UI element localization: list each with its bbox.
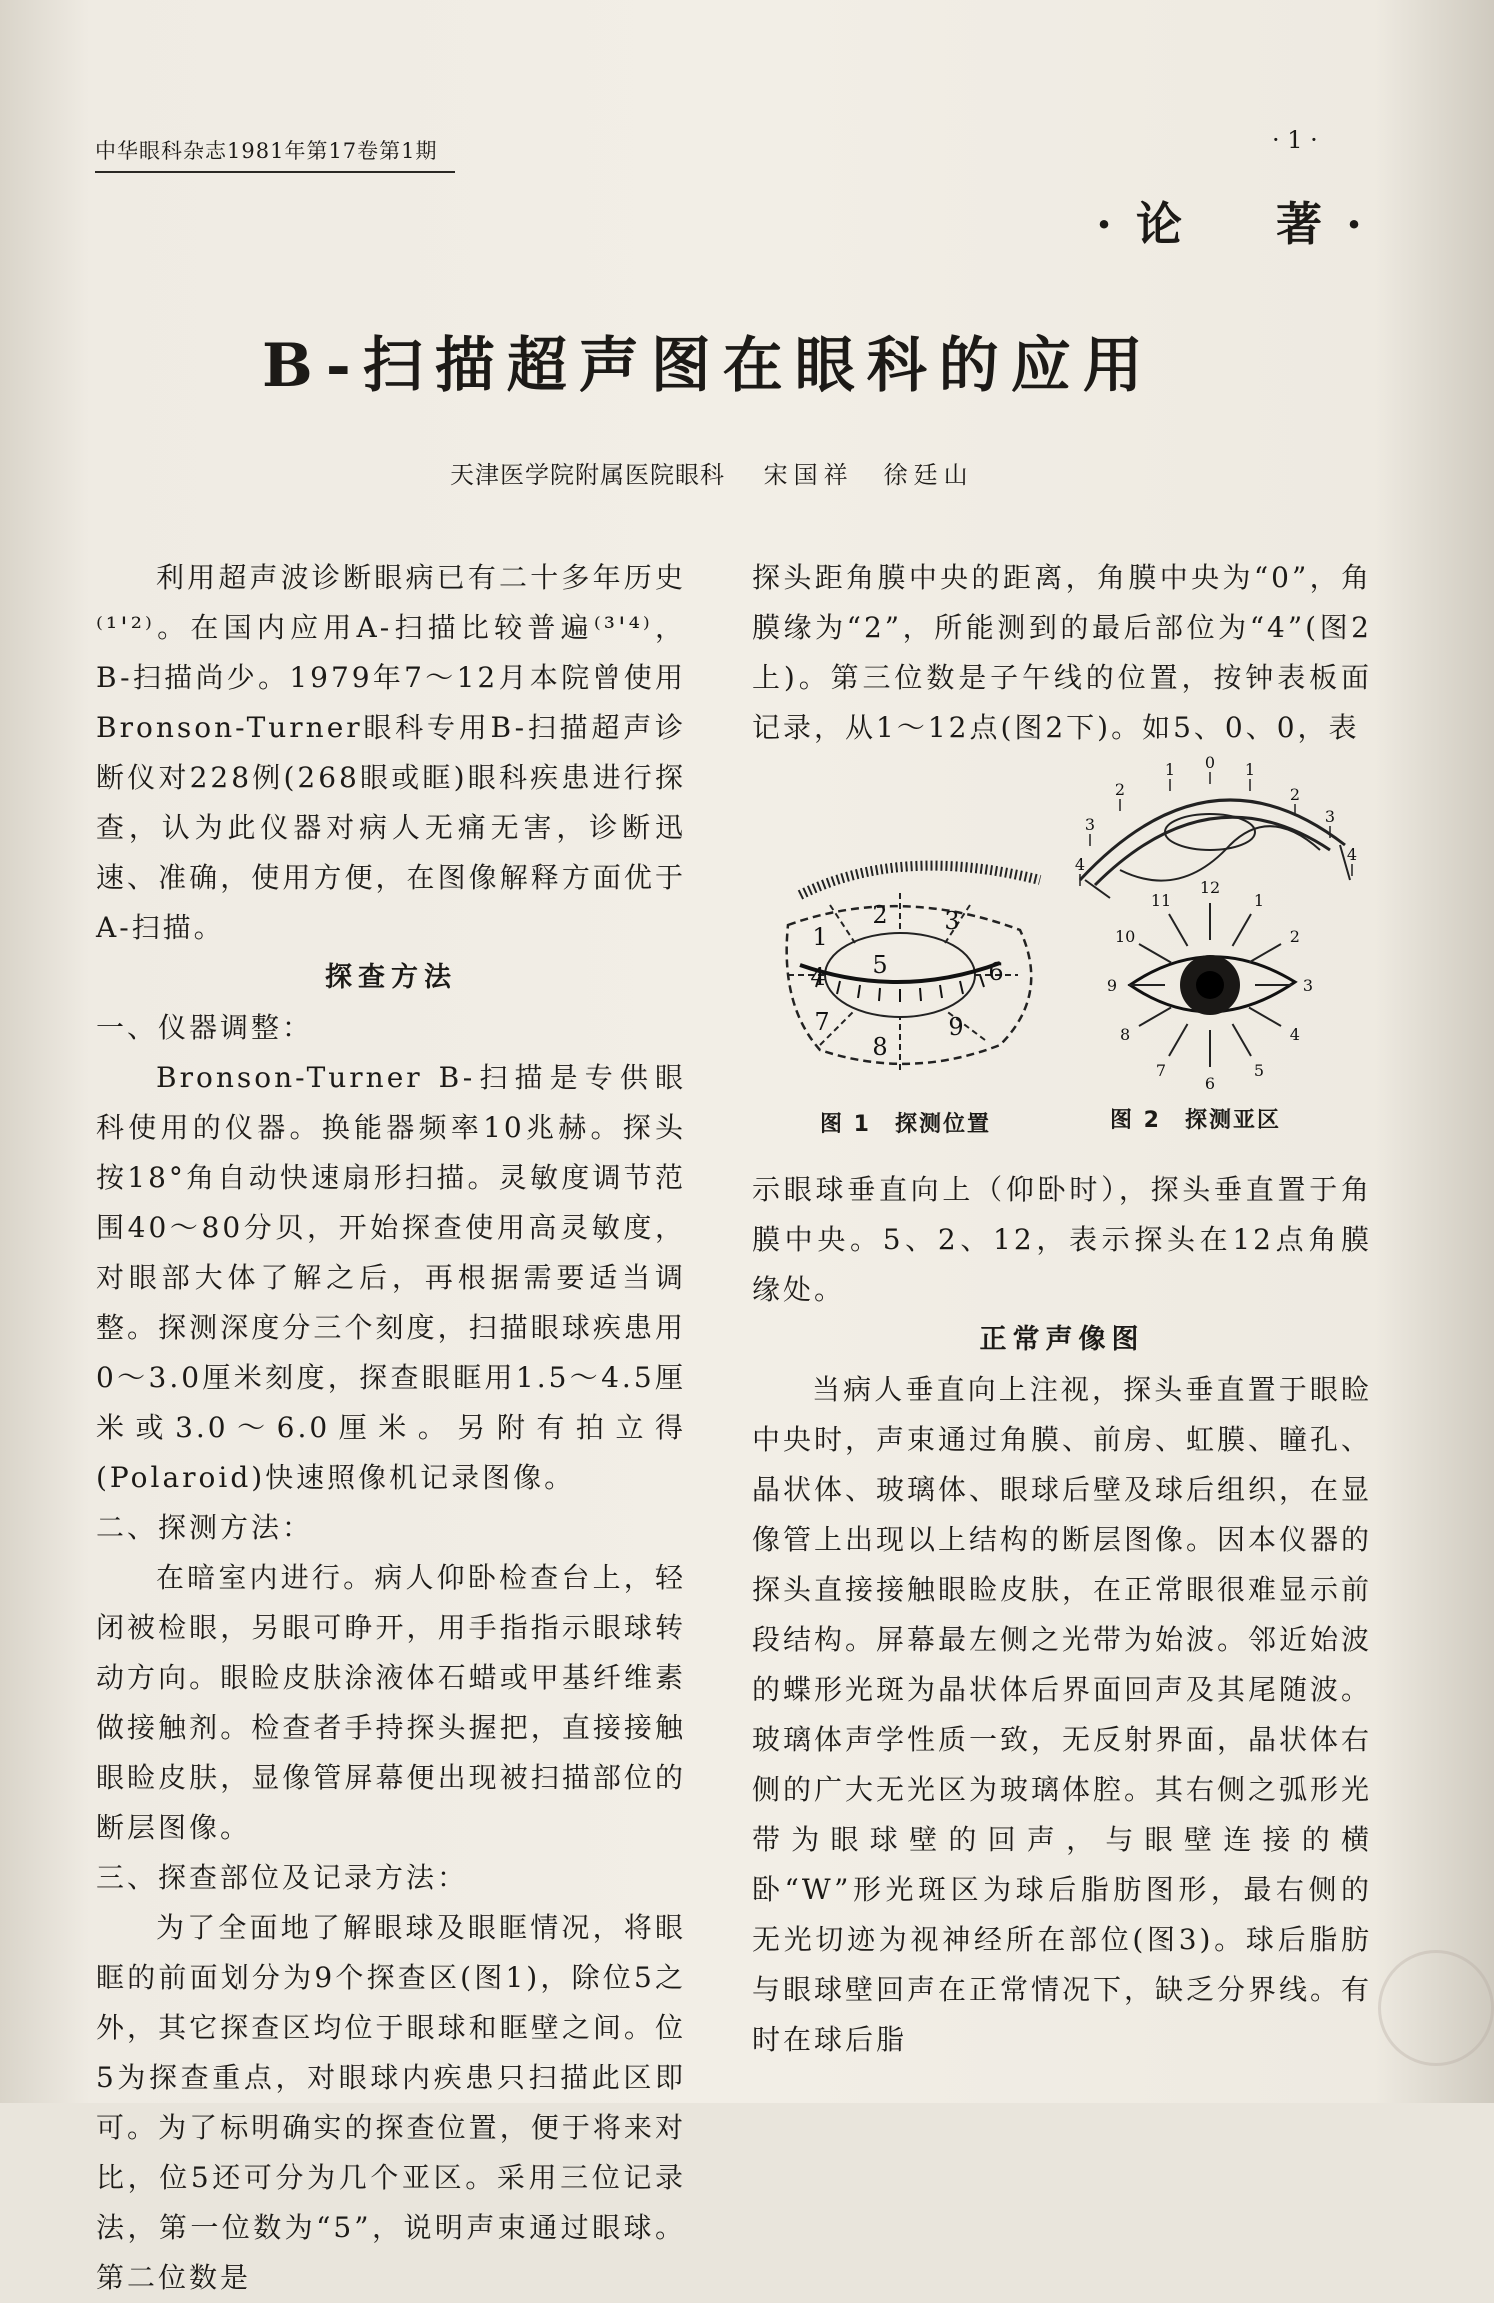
zone-label: 2 xyxy=(872,901,888,929)
probe-label: 4 xyxy=(1074,855,1086,874)
author-names: 宋国祥 徐廷山 xyxy=(763,461,974,489)
byline xyxy=(450,455,974,490)
figure-1 xyxy=(760,845,1060,1137)
figure-2 xyxy=(1060,750,1370,1133)
zone-label: 9 xyxy=(948,1013,964,1041)
clock-label: 2 xyxy=(1289,927,1300,946)
clock-ray xyxy=(1139,1008,1171,1027)
zone-label: 6 xyxy=(988,958,1004,986)
zone-label: 3 xyxy=(944,907,960,935)
probe-label: 3 xyxy=(1084,815,1096,834)
zone-label: 7 xyxy=(814,1008,830,1036)
article-title: B-扫描超声图在眼科的应用 xyxy=(262,331,1155,401)
clock-label: 12 xyxy=(1199,878,1221,897)
page-number: · 1 · xyxy=(1272,126,1318,154)
probe-label: 3 xyxy=(1324,807,1336,826)
probe-label: 0 xyxy=(1204,753,1216,772)
paragraph: 一、仪器调整： xyxy=(96,1011,314,1044)
figure-1-caption: 图 1 探测位置 xyxy=(820,1112,991,1137)
paragraph: 利用超声波诊断眼病已有二十多年历史⁽¹'²⁾。在国内应用A-扫描比较普遍⁽³'⁴⁾，B-扫描尚少。1979年7～12月本院曾使用Bronson-Turner眼科专用B-扫描超声诊断仪对228例(268眼或眶)眼科疾患进行探查，认为此仪器对病人无痛无害，诊断迅速、准确，使用方便，在图像解释方面优于A-扫描。 xyxy=(96,561,686,944)
clock-ray xyxy=(1233,914,1252,946)
paragraph: 三、探查部位及记录方法： xyxy=(96,1861,469,1894)
zone-label: 8 xyxy=(872,1033,888,1061)
right-column-top xyxy=(752,553,1372,753)
figure-2-drawing xyxy=(1060,750,1370,1100)
clock-ray xyxy=(1169,1024,1188,1056)
left-column xyxy=(96,553,686,2303)
clock-ray xyxy=(1249,1008,1281,1027)
section-heading: 探查方法 xyxy=(325,962,457,993)
probe-label: 2 xyxy=(1114,780,1126,799)
section-heading: 正常声像图 xyxy=(979,1324,1145,1355)
clock-ray xyxy=(1233,1024,1252,1056)
paragraph: 示眼球垂直向上（仰卧时），探头垂直置于角膜中央。5、2、12，表示探头在12点角膜缘处。 xyxy=(752,1173,1372,1306)
clock-label: 9 xyxy=(1106,976,1118,995)
clock-label: 6 xyxy=(1204,1074,1216,1093)
clock-ray xyxy=(1249,944,1281,963)
probe-label: 4 xyxy=(1346,845,1358,864)
zone-label: 1 xyxy=(812,923,828,951)
clock-label: 4 xyxy=(1289,1025,1300,1044)
clock-ray xyxy=(1169,914,1188,946)
affiliation: 天津医学院附属医院眼科 xyxy=(450,461,725,489)
clock-ray xyxy=(1139,944,1171,963)
paragraph: 当病人垂直向上注视，探头垂直置于眼睑中央时，声束通过角膜、前房、虹膜、瞳孔、晶状体、玻璃体、眼球后壁及球后组织，在显像管上出现以上结构的断层图像。因本仪器的探头直接接触眼睑皮肤，在正常眼很难显示前段结构。屏幕最左侧之光带为始波。邻近始波的蝶形光斑为晶状体后界面回声及其尾随波。玻璃体声学性质一致，无反射界面，晶状体右侧的广大无光区为玻璃体腔。其右侧之弧形光带为眼球壁的回声，与眼壁连接的横卧“W”形光斑区为球后脂肪图形，最右侧的无光切迹为视神经所在部位(图3)。球后脂肪与眼球壁回声在正常情况下，缺乏分界线。有时在球后脂 xyxy=(752,1373,1373,2056)
journal-header: 中华眼科杂志1981年第17卷第1期 xyxy=(95,135,455,173)
clock-label: 7 xyxy=(1155,1060,1167,1080)
figure-1-drawing xyxy=(760,845,1060,1085)
probe-label: 2 xyxy=(1289,785,1301,804)
paragraph: 为了全面地了解眼球及眼眶情况，将眼眶的前面划分为9个探查区(图1)，除位5之外，其它探查区均位于眼球和眶壁之间。位5为探查重点，对眼球内疾患只扫描此区即可。为了标明确实的探查位置，便于将来对比，位5还可分为几个亚区。采用三位记录法，第一位数为“5”，说明声束通过眼球。第二位数是 xyxy=(96,1911,686,2294)
probe-label: 1 xyxy=(1244,760,1256,779)
paragraph: 二、探测方法： xyxy=(96,1511,314,1544)
paragraph: 探头距角膜中央的距离，角膜中央为“0”，角膜缘为“2”，所能测到的最后部位为“4”(图2上)。第三位数是子午线的位置，按钟表板面记录，从1～12点(图2下)。如5、0、0，表 xyxy=(752,561,1372,744)
clock-label: 1 xyxy=(1253,891,1265,911)
clock-label: 3 xyxy=(1302,976,1314,995)
right-column-bottom xyxy=(752,1165,1372,2065)
paragraph: 在暗室内进行。病人仰卧检查台上，轻闭被检眼，另眼可睁开，用手指指示眼球转动方向。眼睑皮肤涂液体石蜡或甲基纤维素做接触剂。检查者手持探头握把，直接接触眼睑皮肤，显像管屏幕便出现被扫描部位的断层图像。 xyxy=(96,1561,686,1844)
paragraph: Bronson-Turner B-扫描是专供眼科使用的仪器。换能器频率10兆赫。探头按18°角自动快速扇形扫描。灵敏度调节范围40～80分贝，开始探查使用高灵敏度，对眼部大体了解之后，再根据需要适当调整。探测深度分三个刻度，扫描眼球疾患用0～3.0厘米刻度，探查眼眶用1.5～4.5厘米或3.0～6.0厘米。另附有拍立得(Polaroid)快速照像机记录图像。 xyxy=(96,1061,686,1494)
probe-label: 1 xyxy=(1164,760,1176,779)
library-stamp xyxy=(1378,1950,1494,2066)
section-label: ·论 著· xyxy=(1096,197,1387,251)
clock-label: 5 xyxy=(1253,1060,1265,1080)
clock-label: 11 xyxy=(1150,891,1172,911)
figure-2-caption: 图 2 探测亚区 xyxy=(1110,1108,1281,1133)
clock-label: 10 xyxy=(1114,927,1136,946)
zone-label: 4 xyxy=(810,963,826,991)
zone-label: 5 xyxy=(872,951,888,979)
clock-label: 8 xyxy=(1120,1025,1131,1044)
